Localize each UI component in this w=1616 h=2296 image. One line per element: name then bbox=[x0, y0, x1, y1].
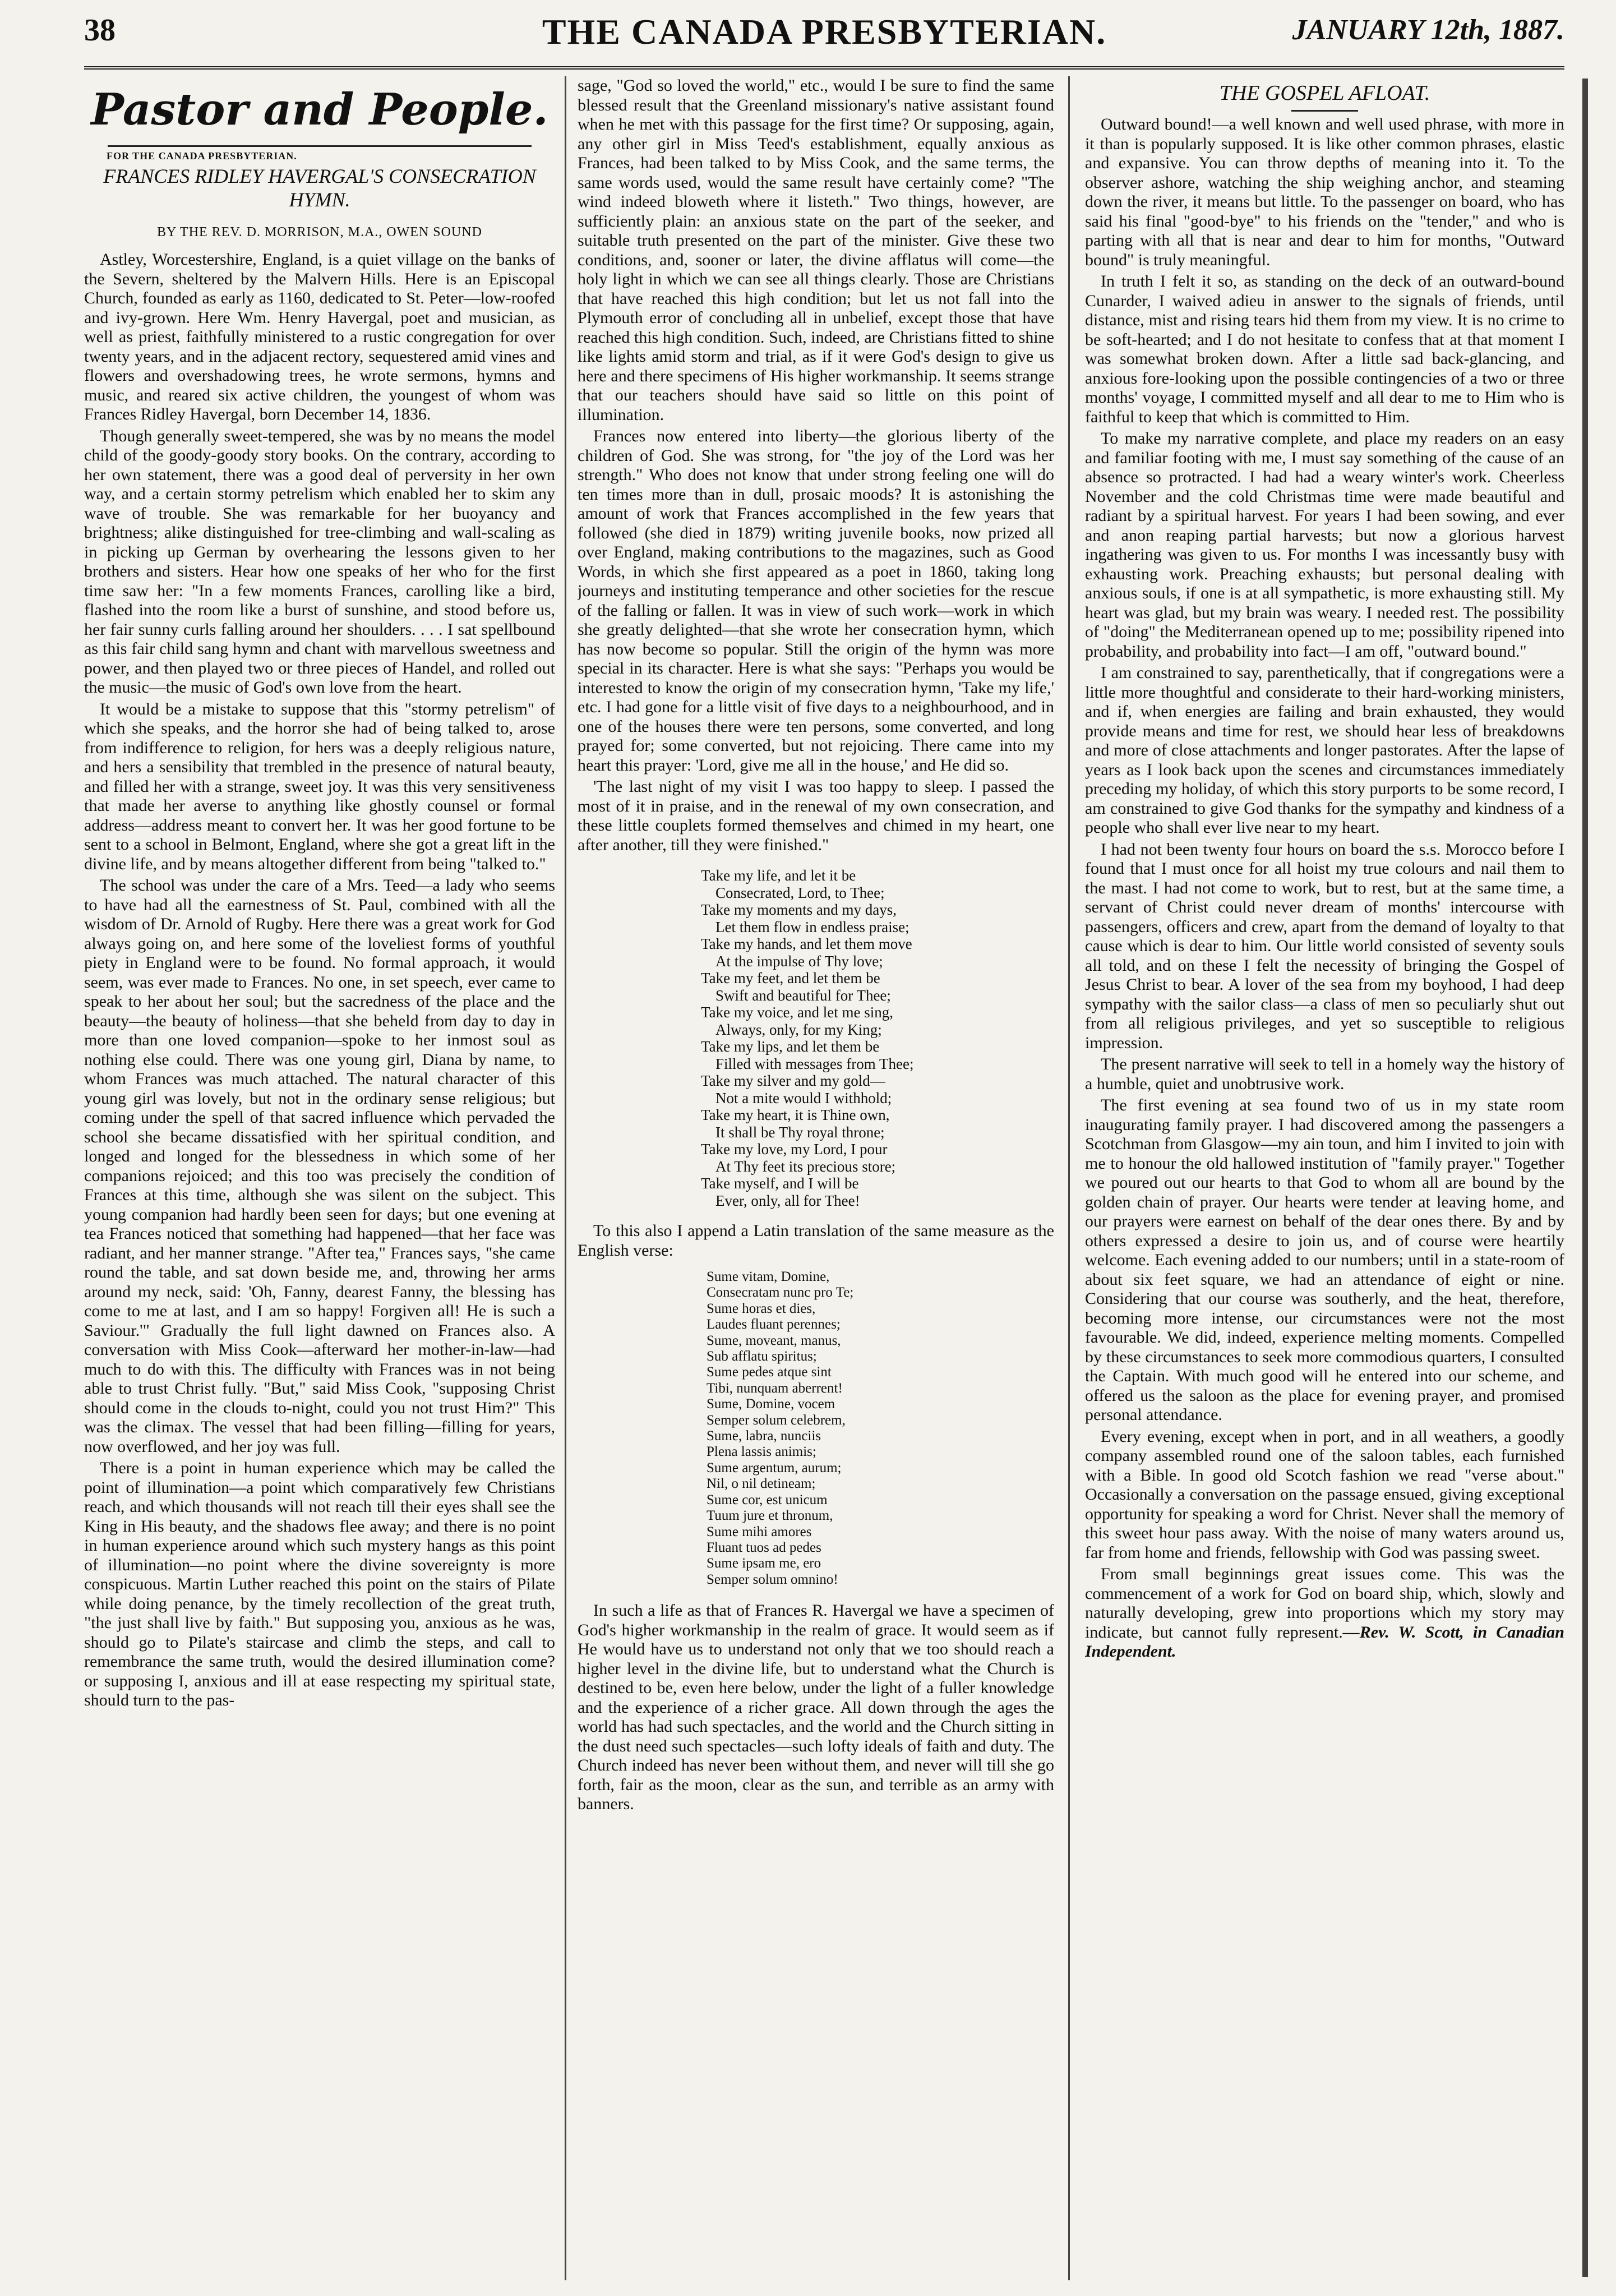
article-title: FRANCES RIDLEY HAVERGAL'S CONSECRATION HYMN. bbox=[103, 165, 536, 211]
article-paragraph: To this also I append a Latin translation of the same measure as the English verse: bbox=[578, 1221, 1054, 1260]
latin-line: Plena lassis animis; bbox=[707, 1444, 816, 1460]
column-1 bbox=[84, 76, 555, 2280]
hymn-line: Take my feet, and let them be bbox=[701, 970, 880, 986]
latin-line: Sume horas et dies, bbox=[707, 1301, 816, 1316]
section-rule bbox=[108, 145, 532, 147]
article-paragraph: sage, "God so loved the world," etc., would I be sure to find the same blessed result that the Greenland missionary's native assistant found when he met with this passage for the first time? Or supposing, again, any other girl in Miss Teed's establishment, equally anxious as Frances, had been talked to by Miss Cook, and the same terms, the same words used, would the same result have certainly come? "The wind indeed bloweth where it listeth." Two things, however, are sufficiently plain: an anxious state on the part of the seeker, and suitable truth presented on the part of the minister. Give these two conditions, and, sooner or later, the divine afflatus will come—the holy light in which we can see all things clearly. Those are Christians that have reached this high condition; but let us not fall into the Plymouth error of concluding all in unbelief, except those that have reached this high condition. Such, indeed, are Christians fitted to shine like lights amid storm and trial, as if it were God's design to give us here and there specimens of His higher workmanship. It seems strange that our teachers should have said so little on this point of illumination. bbox=[578, 76, 1054, 424]
hymn-line: It shall be Thy royal throne; bbox=[715, 1123, 885, 1141]
article-paragraph: Outward bound!—a well known and well used phrase, with more in it than is popularly supposed. It is like other common phrases, elastic and expansive. You can throw depths of meaning into it. To the observer ashore, watching the ship weighing anchor, and steaming down the river, it means but little. To the passenger on board, who has said his final "good-bye" to his friends on the "tender," and who is parting with all that is near and dear to him for months, "Outward bound" is truly meaningful. bbox=[1085, 115, 1564, 269]
page-number: 38 bbox=[84, 13, 116, 48]
hymn-line: Take my love, my Lord, I pour bbox=[701, 1141, 888, 1158]
hymn-line: Always, only, for my King; bbox=[715, 1021, 882, 1038]
title-rule bbox=[1291, 110, 1359, 112]
article-paragraph: Every evening, except when in port, and in all weathers, a goodly company assembled round one of the saloon tables, each furnished with a Bible. In good old Scotch fashion we read "verse about." Occasionally a conversation on the passage ensued, giving exceptional opportunity for speaking a word for Christ. Never shall the memory of this sweet hour pass away. With the noise of many waters around us, far from home and friends, fellowship with God was passing sweet. bbox=[1085, 1427, 1564, 1562]
latin-line: Consecratam nunc pro Te; bbox=[707, 1285, 854, 1301]
hymn-line: Take myself, and I will be bbox=[701, 1175, 859, 1192]
article-paragraph: The first evening at sea found two of us in my state room inaugurating family prayer. I had discovered among the passengers a Scotchman from Glasgow—my ain toun, and him I invited to join with me to honour the old hallowed institution of "family prayer." Together we poured out our hearts to that God to whom all are bound by the golden chain of prayer. Our hearts were tender at leaving home, and our prayers were earnest on behalf of the dear ones there. By and by others expressed a desire to join us, and of course were heartily welcome. Each evening added to our numbers; until in a state-room of about six feet square, we had an attendance of eight or nine. Considering that our course was southerly, and the heat, therefore, becoming more intense, our circumstances were not the most favourable. We did, indeed, experience melting moments. Compelled by these circumstances to seek more commodious quarters, I consulted the Captain. With much good will he entered into our scheme, and offered us the saloon as the place for evening prayer, and promised personal attendance. bbox=[1085, 1096, 1564, 1424]
article-paragraph: The present narrative will seek to tell in a homely way the history of a humble, quiet and unobtrusive work. bbox=[1085, 1055, 1564, 1093]
hymn-line: At Thy feet its precious store; bbox=[715, 1158, 896, 1175]
article-paragraph: There is a point in human experience which may be called the point of illumination—a point which comparatively few Christians reach, and which thousands will not reach till their eyes shall see the King in His beauty, and the shadows flee away; and there is no point in human experience around which such mystery hangs as this point of illumination—no point where the divine sovereignty is more conspicuous. Martin Luther reached this point on the stairs of Pilate while doing penance, by the timely recollection of the great truth, "the just shall live by faith." But supposing you, anxious as he was, should go to Pilate's staircase and climb the steps, and call to remembrance the same truth, would the desired illumination come? or supposing I, anxious and ill at ease respecting my spiritual state, should turn to the pas- bbox=[84, 1459, 555, 1709]
hymn-line: Take my hands, and let them move bbox=[701, 935, 912, 952]
column-2 bbox=[578, 76, 1054, 2280]
column-divider bbox=[1068, 76, 1070, 2280]
latin-line: Sume, moveant, manus, bbox=[707, 1333, 841, 1348]
article-paragraph: It would be a mistake to suppose that this "stormy petrelism" of which she speaks, and the horror she had of being talked to, arose from indifference to religion, for hers was a deeply religious nature, and hers a sensibility that trembled in the presence of natural beauty, and filled her with a strange, sweet joy. It was this very sensitiveness that made her averse to anything like ghostly counsel or formal address—address meant to convert her. It was her good fortune to be sent to a school in Belmont, England, where she got a great lift in the divine life, and by means altogether different from being "talked to." bbox=[84, 699, 555, 873]
hymn-line: Let them flow in endless praise; bbox=[715, 918, 909, 935]
hymn-line: Take my silver and my gold— bbox=[701, 1072, 885, 1089]
latin-line: Sume cor, est unicum bbox=[707, 1492, 828, 1507]
article-kicker: FOR THE CANADA PRESBYTERIAN. bbox=[107, 150, 297, 162]
article-paragraph: Astley, Worcestershire, England, is a quiet village on the banks of the Severn, sheltered by the Malvern Hills. Here is an Episcopal Church, founded as early as 1160, dedicated to St. Peter—low-roofed and ivy-grown. Here Wm. Henry Havergal, poet and musician, as well as priest, faithfully ministered to a rustic congregation for over twenty years, and in the adjacent rectory, sequestered amid vines and flowers and overshadowing trees, he wrote sermons, hymns and music, and reared six active children, the youngest of whom was Frances Ridley Havergal, born December 14, 1836. bbox=[84, 250, 555, 423]
hymn-line: Take my voice, and let me sing, bbox=[701, 1004, 894, 1021]
paragraph-text: From small beginnings great issues come. This was the commencement of a work for God on board ship, which, slowly and naturally developing, grew into proportions which my story may indicate, but cannot fully represent. bbox=[1085, 1565, 1564, 1642]
hymn-verse bbox=[701, 867, 1054, 1209]
latin-line: Fluant tuos ad pedes bbox=[707, 1539, 821, 1555]
article-paragraph: Frances now entered into liberty—the glorious liberty of the children of God. She was strong, for "the joy of the Lord was her strength." Who does not know that under strong feeling one will do ten times more than in dull, prosaic moods? It is astonishing the amount of work that Frances accomplished in the few years that followed (she died in 1879) writing juvenile books, now prized all over England, making contributions to the magazines, such as Good Words, in which she first appeared as a poet in 1860, taking long journeys and instituting temperance and other societies for the rescue of the falling or fallen. It was in view of such work—work in which she greatly delighted—that she wrote her consecration hymn, which has now become so popular. Still the origin of the hymn was more special in its character. Here is what she says: "Perhaps you would be interested to know the origin of my consecration hymn, 'Take my life,' etc. I had gone for a little visit of five days to a neighbourhood, and in one of the houses there were ten persons, some converted, and long prayed for; some converted, but not rejoicing. There came into my heart this prayer: 'Lord, give me all in the house,' and He did so. bbox=[578, 427, 1054, 774]
article-paragraph: Though generally sweet-tempered, she was by no means the model child of the goody-goody story books. On the contrary, according to her own statement, there was a good deal of perversity in her own way, and a certain stormy petrelism which enabled her to skim any wave of trouble. She was remarkable for her buoyancy and brightness; alike distinguished for tree-climbing and wall-scaling as in picking up German by overhearing the lessons given to her brothers and sisters. Hear how one speaks of her who for the first time saw her: "In a few moments Frances, carolling like a bird, flashed into the room like a burst of sunshine, and stood before us, her fair sunny curls falling around her shoulders. . . . I sat spellbound as this fair child sang hymn and chant with marvellous sweetness and power, and then played two or three pieces of Handel, and rolled out the music—the music of God's own love from the heart. bbox=[84, 426, 555, 697]
hymn-line: Consecrated, Lord, to Thee; bbox=[715, 884, 885, 901]
article-paragraph: In such a life as that of Frances R. Havergal we have a specimen of God's higher workmanship in the realm of grace. It would seem as if He would have us to understand not only that we too should reach a higher level in the divine life, but to understand what the Church is destined to be, even here below, under the light of a fuller knowledge and the experience of a richer grace. All down through the ages the world has had such spectacles, and the world and the Church sitting in the dust need such spectacles—such lofty ideals of faith and duty. The Church indeed has never been without them, and never will till she go forth, fair as the moon, clear as the sun, and terrible as an army with banners. bbox=[578, 1601, 1054, 1814]
column-3 bbox=[1085, 76, 1564, 2280]
latin-line: Semper solum omnino! bbox=[707, 1571, 838, 1587]
article-paragraph: 'The last night of my visit I was too happy to sleep. I passed the most of it in praise, and in the renewal of my own consecration, and these little couplets formed themselves and chimed in my heart, one after another, till they were finished." bbox=[578, 777, 1054, 854]
latin-line: Sume, labra, nunciis bbox=[707, 1428, 821, 1444]
latin-line: Sume vitam, Domine, bbox=[707, 1269, 830, 1284]
article-title: THE GOSPEL AFLOAT. bbox=[1219, 81, 1430, 105]
hymn-line: Take my life, and let it be bbox=[701, 867, 856, 884]
article-paragraph: I am constrained to say, parenthetically, that if congregations were a little more thoughtful and considerate to their hard-working ministers, and if, when energies are failing and brain exhausted, they would provide means and time for rest, we should hear less of breakdowns and more of close attachments and longer pastorates. After the lapse of years as I look back upon the scenes and circumstances immediately preceding my holiday, of which this story purports to be some record, I am constrained to give God thanks for the sympathy and kindness of a people who shall ever live near to my heart. bbox=[1085, 663, 1564, 837]
hymn-line: Not a mite would I withhold; bbox=[715, 1089, 892, 1106]
latin-line: Semper solum celebrem, bbox=[707, 1412, 846, 1428]
article-paragraph: I had not been twenty four hours on board the s.s. Morocco before I found that I must once for all hoist my true colours and nail them to the mast. I had not come to work, but to rest, but at the same time, a servant of Christ could never dream of months' intercourse with passengers, officers and crew, apart from the demand of loyalty to that cause which is dear to him. Our little world consisted of seventy souls all told, and on these I felt the necessity of bringing the Gospel of Jesus Christ to bear. A lover of the sea from my boyhood, I had deep sympathy with the sailor class—a class of men so peculiarly shut out from all religious privileges, and yet so susceptible to religious impression. bbox=[1085, 840, 1564, 1052]
paper-title: THE CANADA PRESBYTERIAN. bbox=[542, 12, 1107, 52]
latin-line: Sume mihi amores bbox=[707, 1524, 812, 1539]
latin-line: Tibi, nunquam aberrent! bbox=[707, 1380, 843, 1396]
latin-line: Laudes fluant perennes; bbox=[707, 1317, 841, 1333]
hymn-line: Take my heart, it is Thine own, bbox=[701, 1106, 890, 1123]
article-paragraph: In truth I felt it so, as standing on the deck of an outward-bound Cunarder, I waived adieu in answer to the signals of friends, until distance, mist and rising tears hid them from my view. It is no crime to be soft-hearted; and I do not hesitate to confess that at that moment I was somewhat broken down. After a little sad back-glancing, and anxious fore-looking upon the possible contingencies of a two or three months' voyage, I committed myself and all dear to me to Him who is faithful to keep that which is committed to Him. bbox=[1085, 272, 1564, 426]
latin-verse bbox=[707, 1269, 1054, 1588]
page-edge-shadow bbox=[1582, 79, 1588, 2277]
hymn-line: Take my lips, and let them be bbox=[701, 1038, 880, 1055]
latin-line: Sume, Domine, vocem bbox=[707, 1396, 835, 1412]
section-title: Pastor and People. bbox=[91, 84, 548, 135]
hymn-line: Filled with messages from Thee; bbox=[715, 1055, 914, 1072]
latin-line: Sume ipsam me, ero bbox=[707, 1556, 821, 1571]
article-paragraph bbox=[1085, 1565, 1564, 1662]
article-byline: BY THE REV. D. MORRISON, M.A., OWEN SOUND bbox=[157, 225, 482, 239]
latin-line: Tuum jure et thronum, bbox=[707, 1508, 833, 1524]
masthead bbox=[84, 8, 1564, 56]
article-paragraph: To make my narrative complete, and place my readers on an easy and familiar footing with me, I must say something of the cause of an absence so protracted. I had had a weary winter's work. Cheerless November and the cold Christmas time were made beautiful and radiant by a spiritual harvest. For years I had been sowing, and ever and anon reaping partial harvests; but now a glorious harvest ingathering was given to us. For months I was incessantly busy with exhausting work. Preaching exhausts; but personal dealing with anxious souls, if one is at all sympathetic, is more exhausting still. My heart was glad, but my brain was weary. I needed rest. The possibility of "doing" the Mediterranean opened up to me; possibility ripened into probability, and probability into fact—I am off, "outward bound." bbox=[1085, 429, 1564, 661]
hymn-line: At the impulse of Thy love; bbox=[715, 952, 883, 970]
hymn-line: Swift and beautiful for Thee; bbox=[715, 986, 891, 1004]
issue-date: JANUARY 12th, 1887. bbox=[1292, 14, 1564, 46]
latin-line: Sume pedes atque sint bbox=[707, 1364, 832, 1380]
article-signature: —Rev. W. Scott, in Canadian Independent. bbox=[1085, 1622, 1564, 1661]
hymn-line: Take my moments and my days, bbox=[701, 901, 897, 918]
article-paragraph: The school was under the care of a Mrs. Teed—a lady who seems to have had all the earnestness of St. Paul, combined with all the wisdom of Dr. Arnold of Rugby. Here there was a great work for God always going on, and here some of the loveliest forms of youthful piety in England were to be found. No formal approach, it would seem, was ever made to Frances. No one, in set speech, ever came to speak to her about her soul; but the sacredness of the place and the beauty—the beauty of holiness—that she beheld from day to day in more than one loved companion—spoke to her inmost soul as nothing else could. There was one young girl, Diana by name, to whom Frances was much attached. The natural character of this young girl was lovely, but not in the ordinary sense religious; but coming under the spell of that sacred influence which pervaded the school she became dissatisfied with her spiritual condition, and longed and longed for the blessedness in which some of her companions rejoiced; and this too was precisely the condition of Frances at this time, although she was silent on the subject. This young companion had hardly been seen for days; but one evening at tea Frances noticed that something had happened—that her face was radiant, and her manner strange. "After tea," Frances says, "she came round the table, and sat down beside me, and, throwing her arms around my neck, said: 'Oh, Fanny, dearest Fanny, the blessing has come to me at last, and I am so happy! Forgiven all! He is such a Saviour.'" Gradually the full light dawned on Frances also. A conversation with Miss Cook—afterward her mother-in-law—had much to do with this. The difficulty with Frances was in not being able to trust Christ fully. "But," said Miss Cook, "supposing Christ should come in the clouds to-night, could you not trust Him?" This was the climax. The vessel that had been filling—filling for years, now overflowed, and her joy was full. bbox=[84, 876, 555, 1456]
masthead-rule bbox=[84, 66, 1564, 70]
latin-line: Sub afflatu spiritus; bbox=[707, 1349, 817, 1364]
latin-line: Sume argentum, aurum; bbox=[707, 1460, 842, 1476]
latin-line: Nil, o nil detineam; bbox=[707, 1476, 816, 1492]
hymn-line: Ever, only, all for Thee! bbox=[715, 1192, 860, 1209]
column-divider bbox=[565, 76, 566, 2280]
